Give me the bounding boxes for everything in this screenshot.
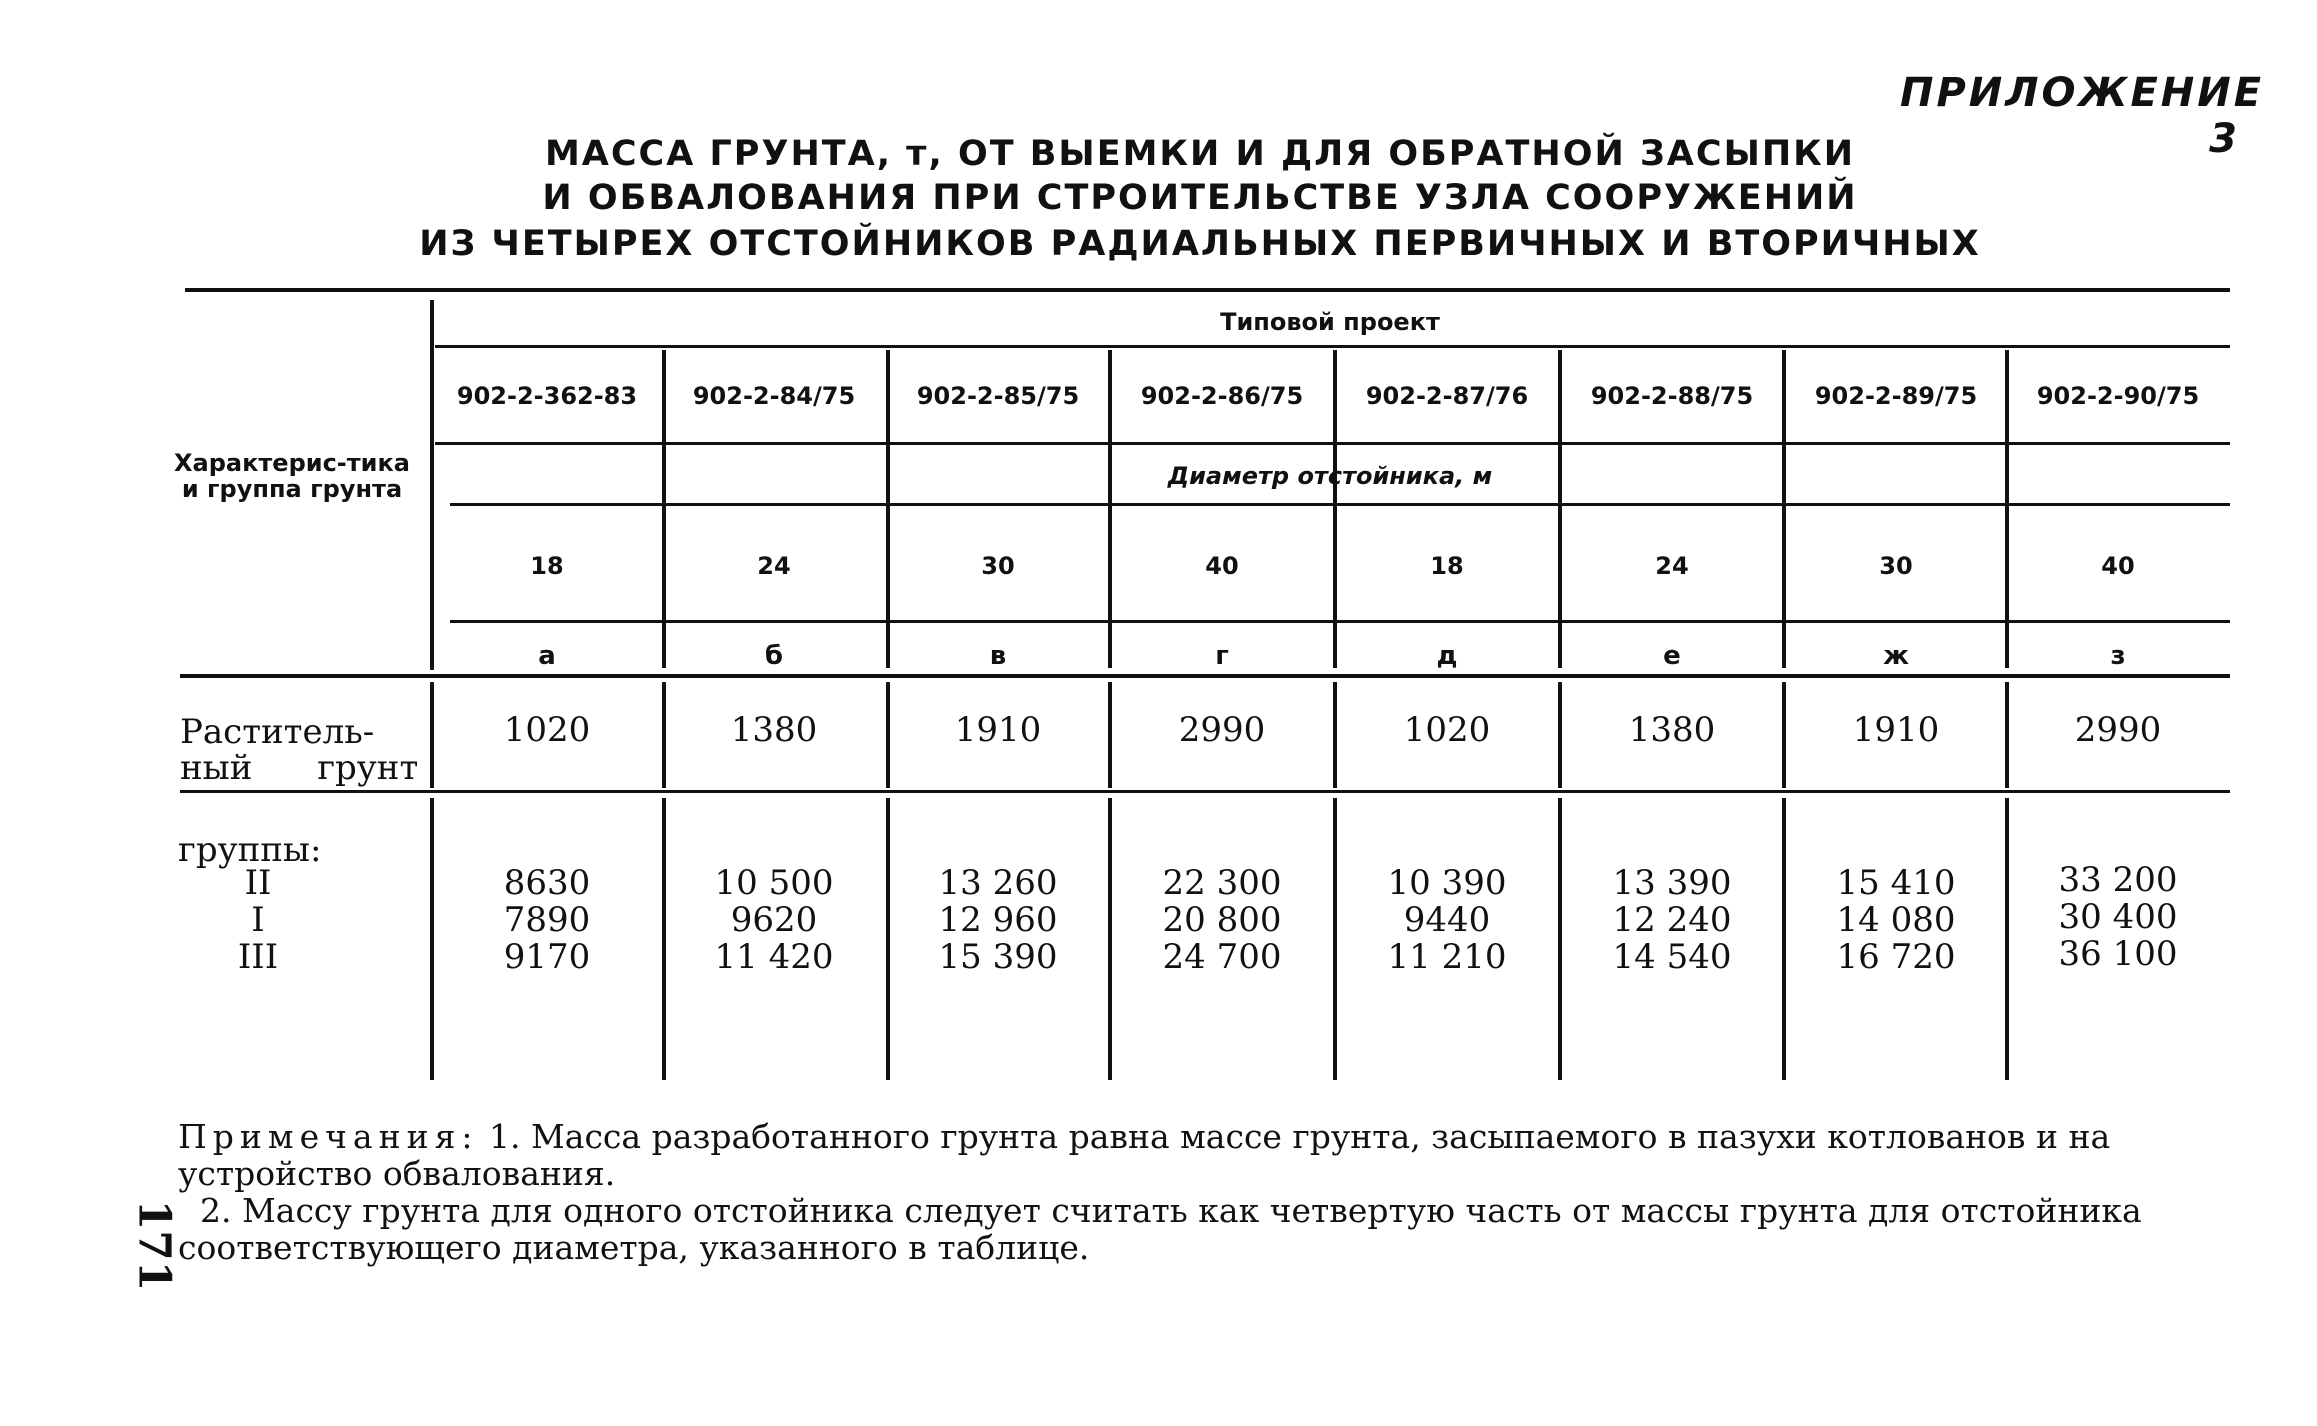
- group-value: 7890: [503, 900, 591, 940]
- title-line-2: И ОБВАЛОВАНИЯ ПРИ СТРОИТЕЛЬСТВЕ УЗЛА СООРУЖЕНИЙ: [542, 178, 1858, 218]
- topsoil-label-line1: Раститель-: [180, 712, 375, 752]
- diameter-value: 40: [2101, 552, 2135, 580]
- group-value: 11 420: [714, 937, 834, 977]
- column-letter: ж: [1883, 641, 1909, 671]
- group-value: 20 800: [1162, 900, 1282, 940]
- project-code: 902-2-86/75: [1140, 382, 1304, 410]
- project-code: 902-2-88/75: [1590, 382, 1754, 410]
- column-letter: з: [2110, 641, 2126, 671]
- topsoil-value: 2990: [2074, 710, 2162, 750]
- group-value: 11 210: [1387, 937, 1507, 977]
- project-code: 902-2-362-83: [456, 382, 638, 410]
- diameter-value: 18: [530, 552, 564, 580]
- group-value: 9620: [730, 900, 818, 940]
- group-name: III: [237, 937, 279, 977]
- column-letter: в: [989, 641, 1007, 671]
- column-letter: е: [1663, 641, 1681, 671]
- topsoil-value: 1380: [1628, 710, 1716, 750]
- diameter-value: 40: [1205, 552, 1239, 580]
- column-letter: д: [1436, 641, 1458, 671]
- diameter-value: 24: [1655, 552, 1689, 580]
- diameter-header-rule: [450, 503, 2230, 506]
- topsoil-value: 1020: [503, 710, 591, 750]
- group-value: 33 200: [2058, 860, 2178, 900]
- group-value: 13 260: [938, 863, 1058, 903]
- topsoil-value: 1910: [954, 710, 1042, 750]
- group-value: 12 240: [1612, 900, 1732, 940]
- column-letter: г: [1215, 641, 1229, 671]
- diameter-bottom-rule: [450, 620, 2230, 623]
- title-line-3: ИЗ ЧЕТЫРЕХ ОТСТОЙНИКОВ РАДИАЛЬНЫХ ПЕРВИЧНЫХ И ВТОРИЧНЫХ: [419, 224, 1981, 264]
- note-2: 2. Массу грунта для одного отстойника следует считать как четвертую часть от массы грунта для отстойника соответствующего диаметра, указанного в таблице.: [178, 1191, 2142, 1267]
- table-top-rule: [185, 288, 2230, 292]
- notes-prefix: Примечания:: [178, 1117, 479, 1156]
- project-header: Типовой проект: [1220, 308, 1440, 336]
- group-value: 16 720: [1836, 937, 1956, 977]
- group-value: 9170: [503, 937, 591, 977]
- title-line-1: МАССА ГРУНТА, т, ОТ ВЫЕМКИ И ДЛЯ ОБРАТНОЙ ЗАСЫПКИ: [544, 134, 1856, 174]
- project-code: 902-2-85/75: [916, 382, 1080, 410]
- row-header-divider: [430, 300, 434, 670]
- annex-label: ПРИЛОЖЕНИЕ 3: [1900, 70, 2265, 162]
- header-bottom-rule: [180, 674, 2230, 678]
- group-value: 24 700: [1162, 937, 1282, 977]
- group-values-cell: [437, 865, 657, 976]
- group-values-cell: [888, 865, 1108, 976]
- topsoil-value: 1380: [730, 710, 818, 750]
- diameter-value: 30: [1879, 552, 1913, 580]
- group-value: 8630: [503, 863, 591, 903]
- column-letter: а: [538, 641, 556, 671]
- group-values-cell: [1112, 865, 1332, 976]
- group-value: 30 400: [2058, 897, 2178, 937]
- topsoil-value: 1910: [1852, 710, 1940, 750]
- groups-label: группы:: [178, 830, 322, 870]
- project-code: 902-2-84/75: [692, 382, 856, 410]
- group-value: 15 410: [1836, 863, 1956, 903]
- project-code: 902-2-89/75: [1814, 382, 1978, 410]
- row-header: Характерис-тика и группа грунта: [174, 449, 410, 503]
- group-value: 10 390: [1387, 863, 1507, 903]
- project-code: 902-2-90/75: [2036, 382, 2200, 410]
- group-value: 22 300: [1162, 863, 1282, 903]
- diameter-value: 24: [757, 552, 791, 580]
- note-1-text: 1. Масса разработанного грунта равна массе грунта, засыпаемого в пазухи котлованов и на устройство обвалования.: [178, 1117, 2111, 1193]
- topsoil-value: 1020: [1403, 710, 1491, 750]
- group-value: 13 390: [1612, 863, 1732, 903]
- topsoil-bottom-rule: [180, 790, 2230, 793]
- group-name: II: [244, 863, 272, 903]
- project-code: 902-2-87/76: [1365, 382, 1529, 410]
- group-values-cell: [1786, 865, 2006, 976]
- diameter-value: 18: [1430, 552, 1464, 580]
- column-divider: [430, 682, 434, 788]
- group-value: 14 540: [1612, 937, 1732, 977]
- group-value: 15 390: [938, 937, 1058, 977]
- note-1: [178, 1118, 2238, 1192]
- diameter-value: 30: [981, 552, 1015, 580]
- page-number: 171: [128, 1199, 180, 1292]
- group-value: 9440: [1403, 900, 1491, 940]
- group-values-cell: [2008, 862, 2228, 973]
- group-values-cell: [1337, 865, 1557, 976]
- group-values-cell: [664, 865, 884, 976]
- column-letter: б: [764, 641, 784, 671]
- group-values-cell: [1562, 865, 1782, 976]
- project-header-rule: [435, 345, 2230, 348]
- topsoil-value: 2990: [1178, 710, 1266, 750]
- group-value: 14 080: [1836, 900, 1956, 940]
- group-value: 10 500: [714, 863, 834, 903]
- group-value: 36 100: [2058, 934, 2178, 974]
- column-divider: [430, 798, 434, 1080]
- group-value: 12 960: [938, 900, 1058, 940]
- diameter-header: Диаметр отстойника, м: [1167, 462, 1493, 490]
- group-name: I: [251, 900, 265, 940]
- topsoil-label-line2: ный грунт: [180, 748, 419, 788]
